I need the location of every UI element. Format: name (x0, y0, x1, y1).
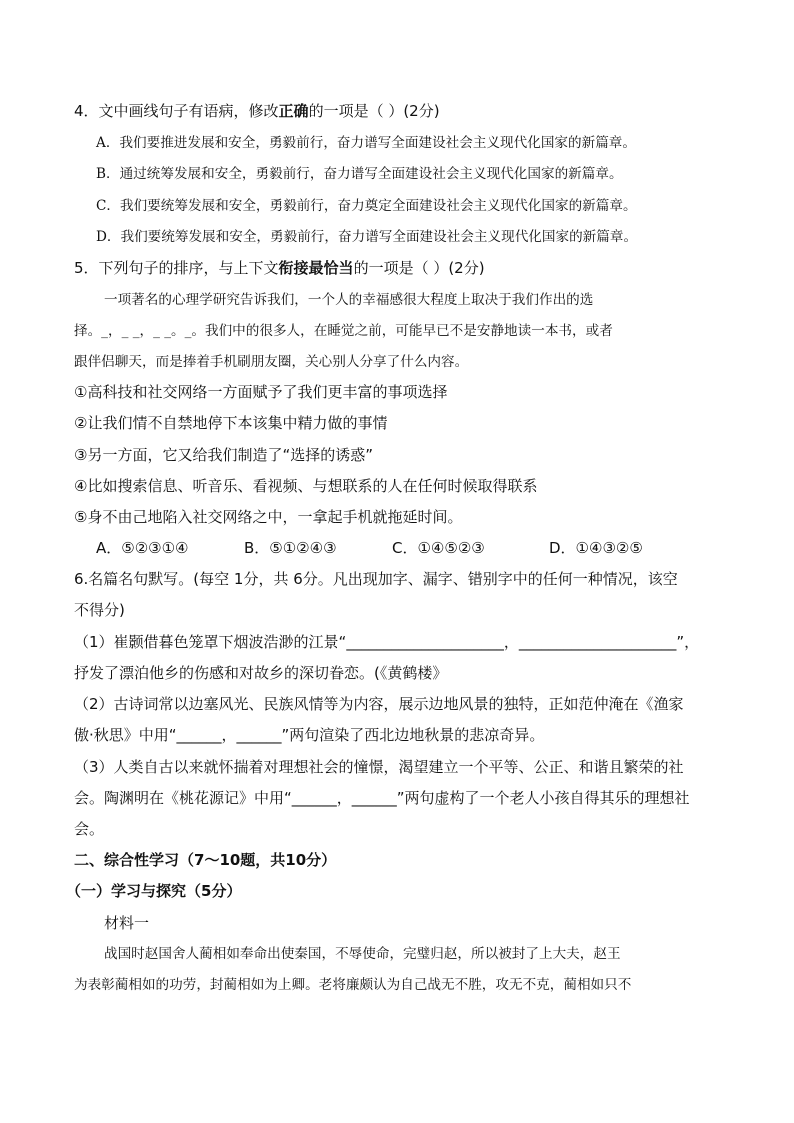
q5-choice-c: C．①④⑤②③ (392, 539, 485, 557)
q5-stem (74, 258, 485, 278)
q4-stem-pre: 4．文中画线句子有语病，修改 (74, 102, 279, 120)
section-2-heading: 二、综合性学习（7～10题，共10分） (74, 851, 337, 869)
q5-sentence-3: ③另一方面，它又给我们制造了“选择的诱惑” (74, 446, 373, 464)
q6-item-1-line-2: 抒发了漂泊他乡的伤感和对故乡的深切眷恋。(《黄鹤楼》 (74, 664, 448, 682)
q5-sentence-5: ⑤身不由己地陷入社交网络之中，一拿起手机就拖延时间。 (74, 508, 463, 526)
q4-stem (74, 101, 440, 121)
material-line-2: 为表彰蔺相如的功劳，封蔺相如为上卿。老将廉颇认为自己战无不胜，攻无不克，蔺相如只不 (74, 977, 632, 993)
section-2-sub-heading: （一）学习与探究（5分） (66, 882, 242, 900)
q5-stem-bold: 衔接最恰当 (278, 259, 354, 277)
q6-item-2-line-1: （2）古诗词常以边塞风光、民族风情等为内容，展示边地风景的独特，正如范仲淹在《渔家 (74, 695, 684, 713)
q5-choice-b: B．⑤①②④③ (244, 539, 337, 557)
q4-stem-bold: 正确 (278, 102, 309, 120)
q5-choice-d: D．①④③②⑤ (549, 539, 643, 557)
material-line-1: 战国时赵国舍人蔺相如奉命出使秦国，不辱使命，完璧归赵，所以被封了上大夫，赵王 (104, 946, 621, 962)
q5-sentence-1: ①高科技和社交网络一方面赋予了我们更丰富的事项选择 (74, 383, 448, 401)
q6-item-3-line-3: 会。 (74, 820, 105, 838)
q4-stem-post: 的一项是（ ）(2分) (308, 102, 440, 120)
q6-item-3-line-2: 会。陶渊明在《桃花源记》中用“______，______”两句虚构了一个老人小孩自得其乐的理想社 (74, 789, 690, 807)
q5-passage-line-3: 跟伴侣聊天，而是捧着手机刷朋友圈，关心别人分享了什么内容。 (74, 354, 469, 370)
q6-item-2-line-2: 傲·秋思》中用“______，______”两句渲染了西北边地秋景的悲凉奇异。 (74, 726, 545, 744)
q4-option-b: B．通过统筹发展和安全，勇毅前行，奋力谱写全面建设社会主义现代化国家的新篇章。 (96, 166, 623, 182)
q6-stem-line-1: 6.名篇名句默写。(每空 1分，共 6分。凡出现加字、漏字、错别字中的任何一种情况，该空 (74, 570, 678, 588)
q4-option-a: A．我们要推进发展和安全，勇毅前行，奋力谱写全面建设社会主义现代化国家的新篇章。 (96, 135, 636, 151)
q5-sentence-2: ②让我们情不自禁地停下本该集中精力做的事情 (74, 414, 388, 432)
q5-passage-line-1: 一项著名的心理学研究告诉我们，一个人的幸福感很大程度上取决于我们作出的选 (104, 292, 594, 308)
q5-stem-post: 的一项是（ ）(2分) (353, 259, 485, 277)
q4-option-d: D．我们要统筹发展和安全，勇毅前行，奋力谱写全面建设社会主义现代化国家的新篇章。 (96, 229, 638, 245)
q5-passage-line-2: 择。_，_ _，_ _。_。我们中的很多人，在睡觉之前，可能早已不是安静地读一本书，或者 (74, 323, 613, 339)
q5-stem-pre: 5．下列句子的排序，与上下文 (74, 259, 279, 277)
q5-choice-a: A．⑤②③①④ (96, 539, 189, 557)
q6-item-3-line-1: （3）人类自古以来就怀揣着对理想社会的憧憬，渴望建立一个平等、公正、和谐且繁荣的社 (74, 758, 684, 776)
q4-option-c: C．我们要统筹发展和安全，勇毅前行，奋力奠定全面建设社会主义现代化国家的新篇章。 (96, 198, 637, 214)
q5-sentence-4: ④比如搜索信息、听音乐、看视频、与想联系的人在任何时候取得联系 (74, 477, 538, 495)
q6-item-1-line-1: （1）崔颢借暮色笼罩下烟波浩渺的江景“_____________________，_____________________”， (74, 633, 700, 651)
q6-stem-line-2: 不得分) (74, 601, 125, 619)
material-title: 材料一 (104, 914, 150, 932)
